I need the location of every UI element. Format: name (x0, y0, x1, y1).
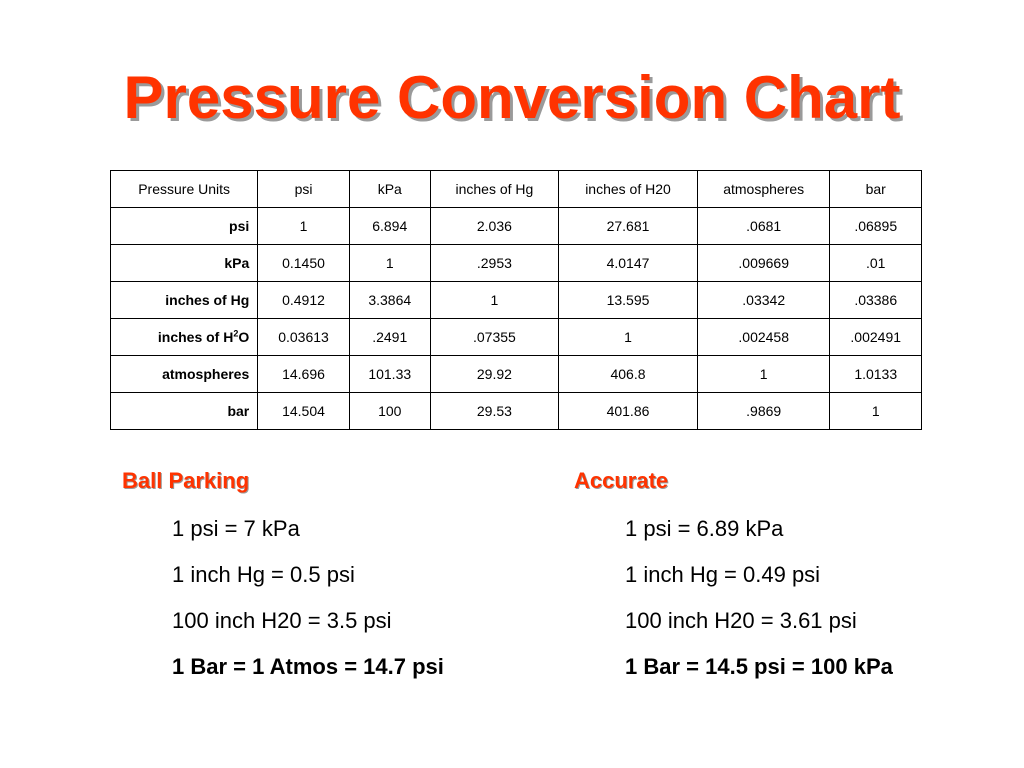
table-cell: .002458 (697, 319, 830, 356)
table-row (111, 319, 922, 356)
row-header: inches of Hg (111, 282, 258, 319)
row-header (111, 319, 258, 356)
subscript-digit: 2 (233, 328, 239, 339)
ball-parking-line: 1 psi = 7 kPa (172, 516, 300, 541)
ball-parking-line: 1 inch Hg = 0.5 psi (172, 562, 355, 587)
ball-parking-heading: Ball Parking (122, 468, 250, 493)
table-cell: 14.696 (258, 356, 350, 393)
table-cell: 29.53 (430, 393, 558, 430)
table-cell: .2491 (349, 319, 430, 356)
ball-parking-line: 1 Bar = 1 Atmos = 14.7 psi (172, 654, 444, 679)
table-cell: 6.894 (349, 208, 430, 245)
column-header: inches of H20 (559, 171, 698, 208)
table-cell: .01 (830, 245, 922, 282)
table-cell: 1 (349, 245, 430, 282)
accurate-line: 1 psi = 6.89 kPa (625, 516, 784, 541)
table-cell: 1 (697, 356, 830, 393)
table-cell: 406.8 (559, 356, 698, 393)
column-header: kPa (349, 171, 430, 208)
column-header: psi (258, 171, 350, 208)
table-cell: .07355 (430, 319, 558, 356)
row-header: bar (111, 393, 258, 430)
table-row (111, 393, 922, 430)
table-cell: 27.681 (559, 208, 698, 245)
accurate-line: 1 Bar = 14.5 psi = 100 kPa (625, 654, 893, 679)
table-header-row (111, 171, 922, 208)
column-header: bar (830, 171, 922, 208)
table-cell: 29.92 (430, 356, 558, 393)
table-cell: 0.03613 (258, 319, 350, 356)
table-cell: 1 (430, 282, 558, 319)
accurate-line: 100 inch H20 = 3.61 psi (625, 608, 857, 633)
column-header: atmospheres (697, 171, 830, 208)
table-cell: .002491 (830, 319, 922, 356)
table-cell: .0681 (697, 208, 830, 245)
table-corner-header: Pressure Units (111, 171, 258, 208)
row-header: kPa (111, 245, 258, 282)
table-cell: 0.1450 (258, 245, 350, 282)
ball-parking-line: 100 inch H20 = 3.5 psi (172, 608, 392, 633)
table-cell: .03342 (697, 282, 830, 319)
table-row (111, 245, 922, 282)
table-cell: 1 (258, 208, 350, 245)
table-cell: .2953 (430, 245, 558, 282)
table-cell: 1 (830, 393, 922, 430)
row-header-tail: O (238, 329, 250, 345)
table-cell: 1 (559, 319, 698, 356)
table-cell: .06895 (830, 208, 922, 245)
table-cell: 401.86 (559, 393, 698, 430)
table-cell: 14.504 (258, 393, 350, 430)
table-cell: 1.0133 (830, 356, 922, 393)
table-cell: 3.3864 (349, 282, 430, 319)
table-cell: 4.0147 (559, 245, 698, 282)
table-cell: 0.4912 (258, 282, 350, 319)
table-row (111, 208, 922, 245)
accurate-heading: Accurate (574, 468, 669, 493)
table-cell: .03386 (830, 282, 922, 319)
table-cell: 2.036 (430, 208, 558, 245)
page-title: Pressure Conversion Chart (123, 64, 901, 131)
column-header: inches of Hg (430, 171, 558, 208)
conversion-table (110, 170, 922, 430)
row-header-text: inches of H (157, 329, 234, 345)
table-cell: 101.33 (349, 356, 430, 393)
row-header: atmospheres (111, 356, 258, 393)
table-row (111, 356, 922, 393)
table-row (111, 282, 922, 319)
table-cell: .009669 (697, 245, 830, 282)
accurate-line: 1 inch Hg = 0.49 psi (625, 562, 821, 587)
table-cell: .9869 (697, 393, 830, 430)
table-cell: 13.595 (559, 282, 698, 319)
row-header: psi (111, 208, 258, 245)
table-cell: 100 (349, 393, 430, 430)
